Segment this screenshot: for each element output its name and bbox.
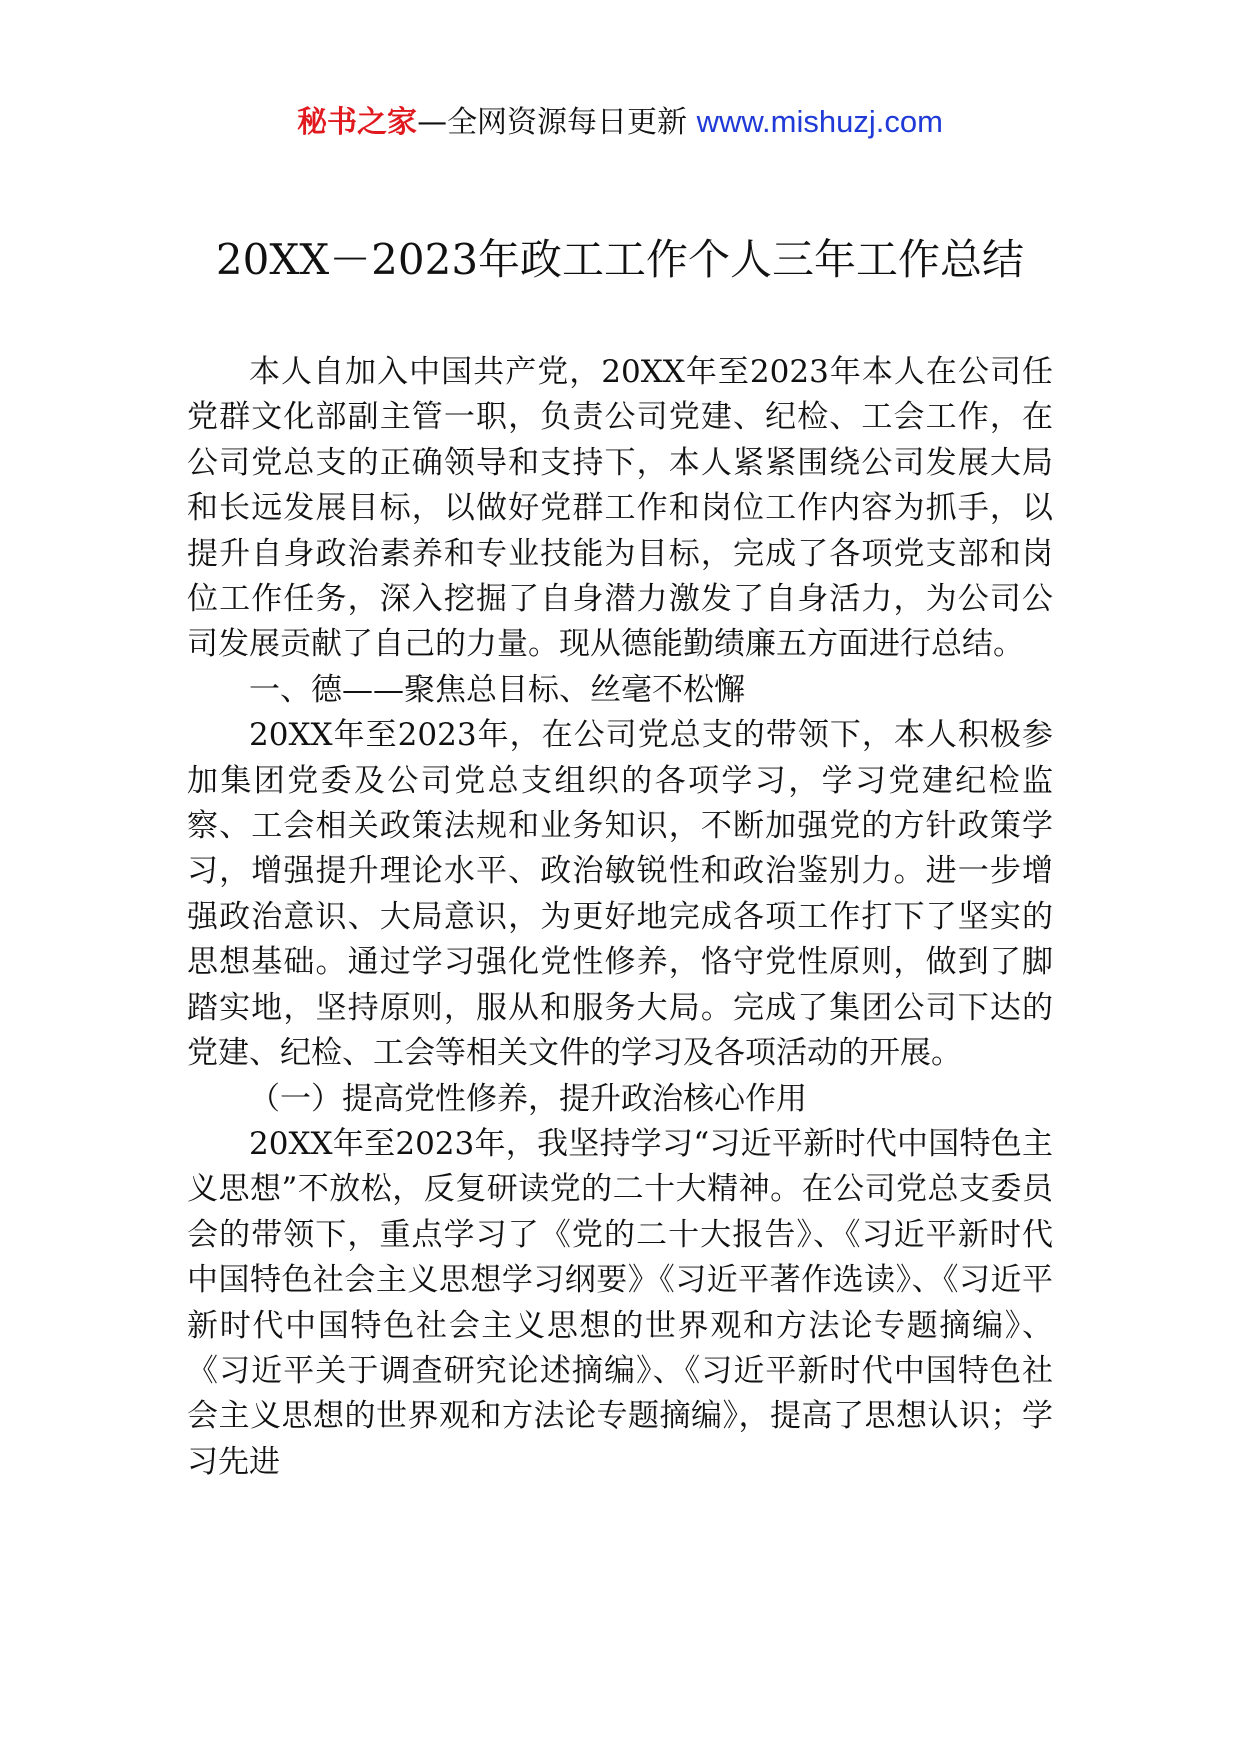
site-url-link[interactable]: www.mishuzj.com [696, 104, 943, 139]
subsection-heading-1: （一）提高党性修养，提升政治核心作用 [249, 1080, 807, 1117]
document-body [187, 350, 1053, 1485]
site-brand: 秘书之家 [297, 105, 418, 140]
section-heading-de: 一、德——聚焦总目标、丝毫不松懈 [249, 671, 745, 708]
paragraph-intro: 本人自加入中国共产党，20XX年至2023年本人在公司任党群文化部副主管一职，负责公司党建、纪检、工会工作，在公司党总支的正确领导和支持下，本人紧紧围绕公司发展大局和长远发展目标，以做好党群工作和岗位工作内容为抓手，以提升自身政治素养和专业技能为目标，完成了各项党支部和岗位工作任务，深入挖掘了自身潜力激发了自身活力，为公司公司发展贡献了自己的力量。现从德能勤绩廉五方面进行总结。 [187, 354, 1053, 663]
document-title: 20XX－2023年政工工作个人三年工作总结 [215, 235, 1025, 284]
paragraph-study: 20XX年至2023年，我坚持学习“习近平新时代中国特色主义思想”不放松，反复研读党的二十大精神。在公司党总支委员会的带领下，重点学习了《党的二十大报告》、《习近平新时代中国特色社会主义思想学习纲要》《习近平著作选读》、《习近平新时代中国特色社会主义思想的世界观和方法论专题摘编》、《习近平关于调查研究论述摘编》、《习近平新时代中国特色社会主义思想的世界观和方法论专题摘编》，提高了思想认识；学习先进 [187, 1125, 1053, 1480]
paragraph-de-summary: 20XX年至2023年，在公司党总支的带领下，本人积极参加集团党委及公司党总支组织的各项学习，学习党建纪检监察、工会相关政策法规和业务知识，不断加强党的方针政策学习，增强提升理论水平、政治敏锐性和政治鉴别力。进一步增强政治意识、大局意识，为更好地完成各项工作打下了坚实的思想基础。通过学习强化党性修养，恪守党性原则，做到了脚踏实地，坚持原则，服从和服务大局。完成了集团公司下达的党建、纪检、工会等相关文件的学习及各项活动的开展。 [187, 717, 1053, 1072]
site-header [0, 100, 1240, 145]
site-slogan: —全网资源每日更新 [417, 105, 697, 140]
